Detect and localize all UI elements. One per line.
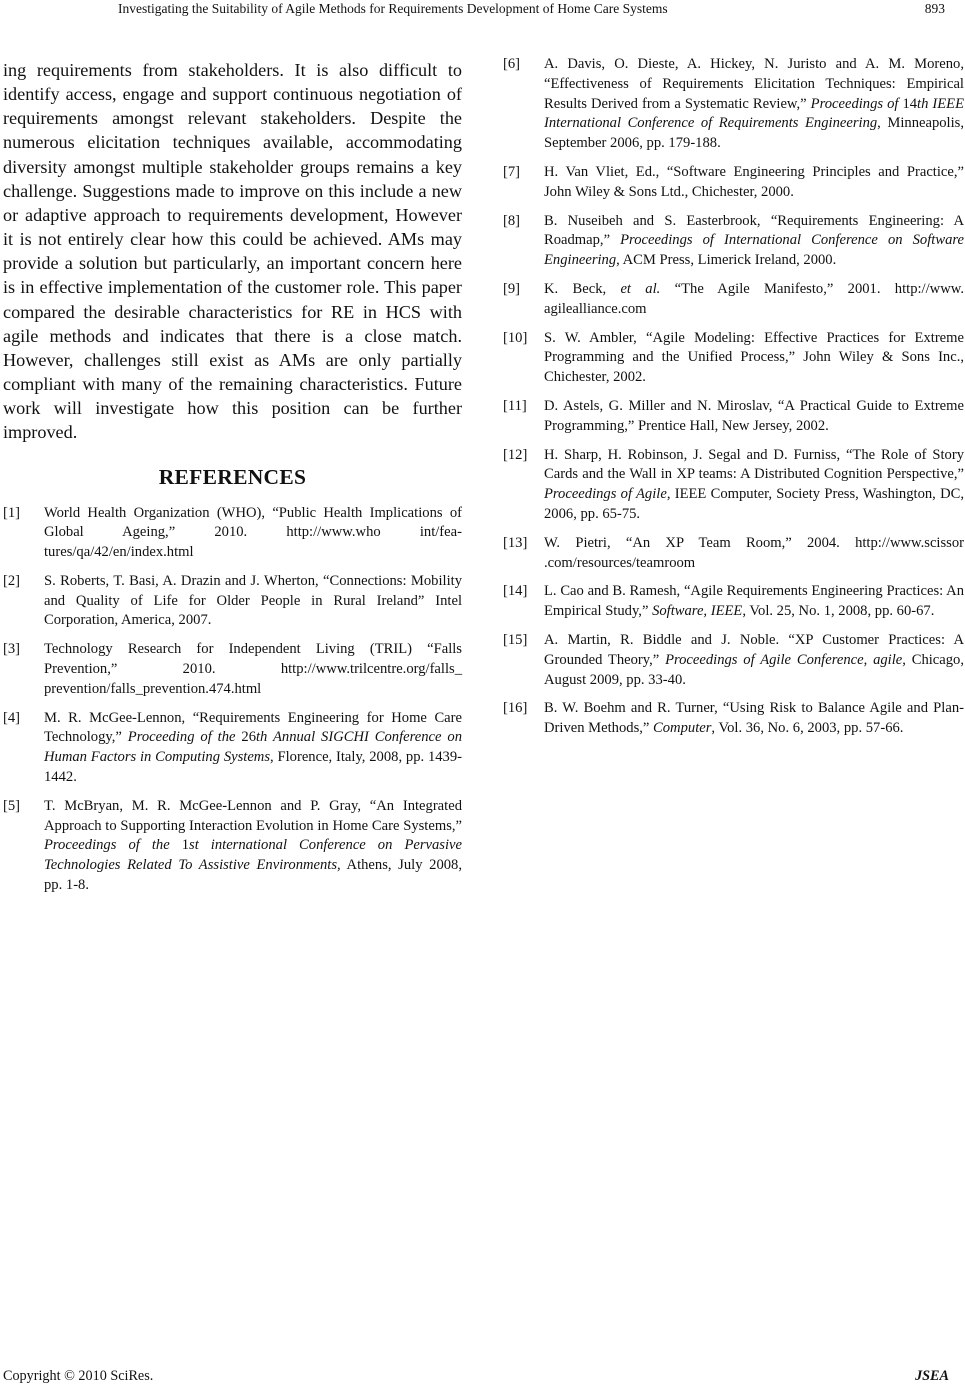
reference-text-segment: A. Davis, O. Dieste, A. Hickey, N. Juristo and A. M. Moreno, “Effectiveness of Requirements Elicitation Techniques: Empirical Results Derived from a Systematic Review,”: [544, 56, 964, 112]
reference-number: [6]: [503, 56, 521, 72]
reference-text-italic: Proceeding of the: [127, 729, 242, 746]
reference-text: [544, 699, 964, 739]
reference-text: [44, 504, 462, 563]
page-number: 893: [924, 1, 945, 16]
reference-list-right: [503, 55, 964, 739]
reference-number: [12]: [503, 446, 528, 463]
reference-entry: [503, 329, 964, 388]
reference-text-italic: agile: [873, 651, 903, 668]
reference-text-segment: B. W. Boehm and R. Turner, “Using Risk to Balance Agile and Plan-Driven Methods,”: [544, 700, 964, 737]
reference-number: [11]: [503, 397, 527, 414]
reference-text-segment: H. Van Vliet, Ed., “Software Engineering Principles and Practice,” John Wiley & Sons Ltd., Chichester, 2000.: [544, 163, 964, 200]
reference-text-segment: , ACM Press, Limerick Ireland, 2000.: [616, 252, 837, 269]
reference-entry: [503, 446, 964, 525]
reference-entry: [503, 397, 964, 437]
reference-entry: [503, 534, 964, 574]
reference-number: [7]: [503, 163, 521, 180]
reference-text-segment: , Chicago, August 2009, pp. 33-40.: [544, 651, 965, 688]
reference-number: [4]: [3, 709, 21, 726]
copyright-notice: Copyright © 2010 SciRes.: [3, 1368, 154, 1384]
body-paragraph: ing requirements from stakeholders. It is also difficult to identify access, engage and support continuous negotiation of requirements amongst relevant stakeholders. Despite the numerous elicitation techniques available, accommodating diversity amongst multiple stakeholder groups remains a key challenge. Suggestions made to improve on this include a new or adaptive approach to requirements development, However it is not entirely clear how this could be achieved. AMs may provide a solution but particularly, an important concern here is in effective implementation of the customer role. This paper compared the desirable characteristics for RE in HCS with agile methods and indicates that there is a close match. However, challenges still exist as AMs are only partially compliant with many of the remaining characteristics. Future work will investigate how this position can be further improved.: [3, 60, 462, 443]
reference-text-segment: , Florence, Italy, 2008, pp. 1439-1442.: [44, 749, 462, 786]
reference-list-left: [3, 504, 462, 896]
reference-text-segment: S. W. Ambler, “Agile Modeling: Effective Practices for Extreme Programming and the Unified Process,” John Wiley & Sons Inc., Chichester, 2002.: [544, 329, 964, 386]
reference-text: [544, 55, 964, 154]
reference-number: [2]: [3, 572, 21, 589]
reference-text: [544, 163, 964, 203]
reference-text-italic: th IEEE International Conference of Requirements Engineering: [544, 95, 965, 132]
reference-text-italic: Proceedings of Agile Conference: [665, 651, 864, 668]
reference-text-italic: Proceedings of the: [44, 837, 182, 854]
reference-text-segment: B. Nuseibeh and S. Easterbrook, “Requirements Engineering: A Roadmap,”: [544, 212, 964, 249]
reference-entry: [503, 699, 964, 739]
reference-entry: [503, 163, 964, 203]
reference-number: [10]: [503, 329, 528, 346]
reference-text-segment: W. Pietri, “An XP Team Room,” 2004. http://www.scissor .com/resources/teamroom: [544, 534, 964, 571]
reference-number: [5]: [3, 797, 21, 814]
reference-text-segment: K. Beck,: [544, 280, 621, 297]
reference-text-italic: Proceedings of International Conference on Software Engineering: [544, 232, 964, 269]
reference-entry: [3, 640, 462, 699]
reference-text-segment: , Minneapolis, September 2006, pp. 179-188.: [544, 115, 964, 152]
references-heading: REFERENCES: [158, 464, 307, 489]
reference-text-segment: , IEEE Computer, Society Press, Washington, DC, 2006, pp. 65-75.: [544, 486, 964, 522]
reference-entry: [503, 582, 964, 622]
reference-text-segment: , Athens, July 2008, pp. 1-8.: [44, 857, 462, 894]
reference-text: [544, 329, 964, 388]
reference-text-segment: ,: [863, 651, 874, 668]
reference-text-segment: L. Cao and B. Ramesh, “Agile Requirements Engineering Practices: An Empirical Study,”: [544, 583, 964, 620]
reference-text: [544, 397, 964, 437]
reference-text-segment: Technology Research for Independent Living (TRIL) “Falls Prevention,” 2010. http://www.trilcentre.org/falls_ prevention/falls_prevention.474.html: [44, 641, 462, 697]
reference-text-italic: Software, IEEE: [652, 603, 743, 620]
reference-text-segment: T. McBryan, M. R. McGee-Lennon and P. Gray, “An Integrated Approach to Supporting Interaction Evolution in Home Care Systems,”: [44, 797, 462, 834]
reference-number: [16]: [503, 700, 528, 717]
reference-text-italic: st international Conference on Pervasive Technologies Related To Assistive Environments: [44, 837, 462, 874]
reference-text-italic: Proceedings of: [810, 95, 903, 112]
left-column: [3, 58, 462, 905]
reference-text-italic: th Annual SIGCHI Conference on Human Factors in Computing Systems: [44, 729, 463, 766]
reference-text-segment: , Vol. 36, No. 6, 2003, pp. 57-66.: [711, 720, 904, 737]
reference-entry: [503, 631, 964, 690]
reference-text: [44, 709, 462, 788]
reference-text-segment: , Vol. 25, No. 1, 2008, pp. 60-67.: [742, 603, 935, 620]
reference-text: [544, 582, 964, 622]
reference-number: [13]: [503, 534, 528, 551]
reference-entry: [3, 797, 462, 896]
reference-entry: [503, 212, 964, 271]
reference-number: [15]: [503, 631, 528, 648]
right-column: [503, 55, 964, 748]
reference-text: [544, 534, 964, 574]
reference-text-italic: Proceedings of Agile: [544, 486, 667, 503]
reference-entry: [3, 572, 462, 631]
reference-entry: [503, 55, 964, 154]
running-header: [0, 0, 965, 22]
reference-text: [544, 212, 964, 271]
reference-text-segment: 26: [241, 729, 256, 746]
reference-entry: [3, 709, 462, 788]
reference-text: [544, 631, 964, 690]
reference-text-segment: World Health Organization (WHO), “Public Health Implications of Global Ageing,” 2010. http://www.who int/features/qa/42/en/index.html: [44, 504, 462, 561]
reference-text-italic: et al.: [620, 280, 661, 297]
reference-text-segment: “The Agile Manifesto,” 2001. http://www. agilealliance.com: [544, 280, 964, 317]
reference-entry: [503, 280, 964, 320]
reference-text-segment: M. R. McGee-Lennon, “Requirements Engineering for Home Care Technology,”: [44, 709, 462, 746]
reference-text-segment: A. Martin, R. Biddle and J. Noble. “XP Customer Practices: A Grounded Theory,”: [544, 631, 964, 668]
reference-text: [544, 280, 964, 320]
reference-text-segment: S. Roberts, T. Basi, A. Drazin and J. Wherton, “Connections: Mobility and Quality of Life for Older People in Rural Ireland” Intel Corporation, America, 2007.: [44, 572, 462, 629]
reference-number: [3]: [3, 641, 21, 658]
reference-entry: [3, 504, 462, 563]
reference-number: [9]: [503, 280, 521, 297]
reference-text: [44, 797, 462, 896]
reference-text-segment: H. Sharp, H. Robinson, J. Segal and D. Furniss, “The Role of Story Cards and the Wall in XP teams: A Distributed Cognition Perspective,”: [544, 446, 964, 483]
reference-text-segment: 14: [902, 95, 918, 112]
reference-number: [8]: [503, 212, 521, 229]
reference-text: [44, 640, 462, 699]
reference-text: [44, 572, 462, 631]
journal-abbreviation: JSEA: [915, 1368, 949, 1384]
reference-number: [1]: [3, 504, 21, 521]
reference-text-segment: D. Astels, G. Miller and N. Miroslav, “A Practical Guide to Extreme Programming,” Prentice Hall, New Jersey, 2002.: [544, 397, 964, 434]
reference-text-segment: 1: [181, 837, 190, 854]
reference-number: [14]: [503, 583, 528, 600]
running-title: Investigating the Suitability of Agile Methods for Requirements Development of Home Care Systems: [118, 1, 668, 16]
reference-text: [544, 446, 964, 525]
reference-text-italic: Computer: [653, 720, 712, 737]
